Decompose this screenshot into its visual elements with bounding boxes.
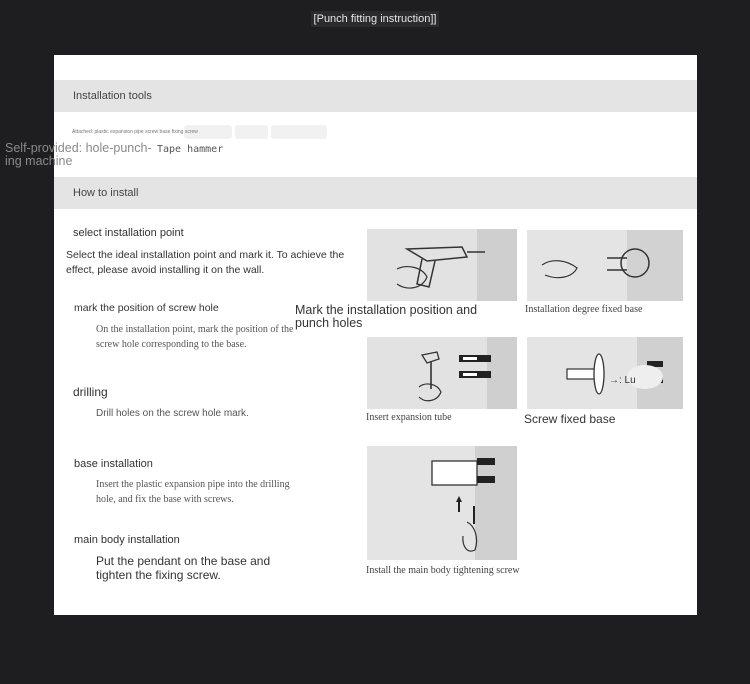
drill-illustration (367, 229, 517, 301)
caption-main-body: Install the main body tightening screw (366, 565, 520, 576)
self-provided-tools-text: Self-provided: hole-punch- ing machine (5, 141, 152, 168)
screw-base-illustration (527, 337, 683, 409)
step-5-desc: Put the pendant on the base and tighten the fixing screw. (96, 554, 271, 582)
base-marking-illustration (527, 230, 683, 301)
caption-mark-holes: Mark the installation position and punch holes (295, 303, 478, 330)
step-4-desc: Insert the plastic expansion pipe into the drilling hole, and fix the base with screws. (96, 479, 290, 505)
step-1-desc: Select the ideal installation point and mark it. To achieve the effect, please avoid installing it on the wall. (66, 249, 345, 276)
caption-expansion-tube: Insert expansion tube (366, 412, 452, 423)
step-5-title: main body installation (74, 534, 180, 546)
label-placeholder (271, 125, 327, 139)
step-3-desc: Drill holes on the screw hole mark. (96, 408, 249, 419)
tape-hammer-text: Tape hammer (157, 144, 224, 155)
attached-accessories-text: Attached: plastic expansion pipe screw base fixing screw (72, 129, 198, 135)
instruction-card (54, 55, 697, 615)
caption-fixed-base-degree: Installation degree fixed base (525, 304, 643, 315)
step-3-title: drilling (73, 385, 108, 399)
expansion-tube-illustration (367, 337, 517, 409)
label-placeholder (235, 125, 268, 139)
tools-header: Installation tools (54, 80, 697, 112)
install-header: How to install (54, 177, 697, 209)
screw-label: →: Lu (609, 375, 636, 386)
step-1-title: select installation point (73, 227, 184, 239)
step-2-title: mark the position of screw hole (74, 302, 219, 314)
main-body-illustration (367, 446, 517, 560)
page-title (0, 13, 750, 25)
step-2-desc: On the installation point, mark the position of the screw hole corresponding to the base. (96, 324, 294, 350)
caption-screw-base: Screw fixed base (524, 412, 616, 426)
page-title-text: [Punch fitting instruction]] (311, 11, 440, 27)
step-4-title: base installation (74, 458, 153, 470)
